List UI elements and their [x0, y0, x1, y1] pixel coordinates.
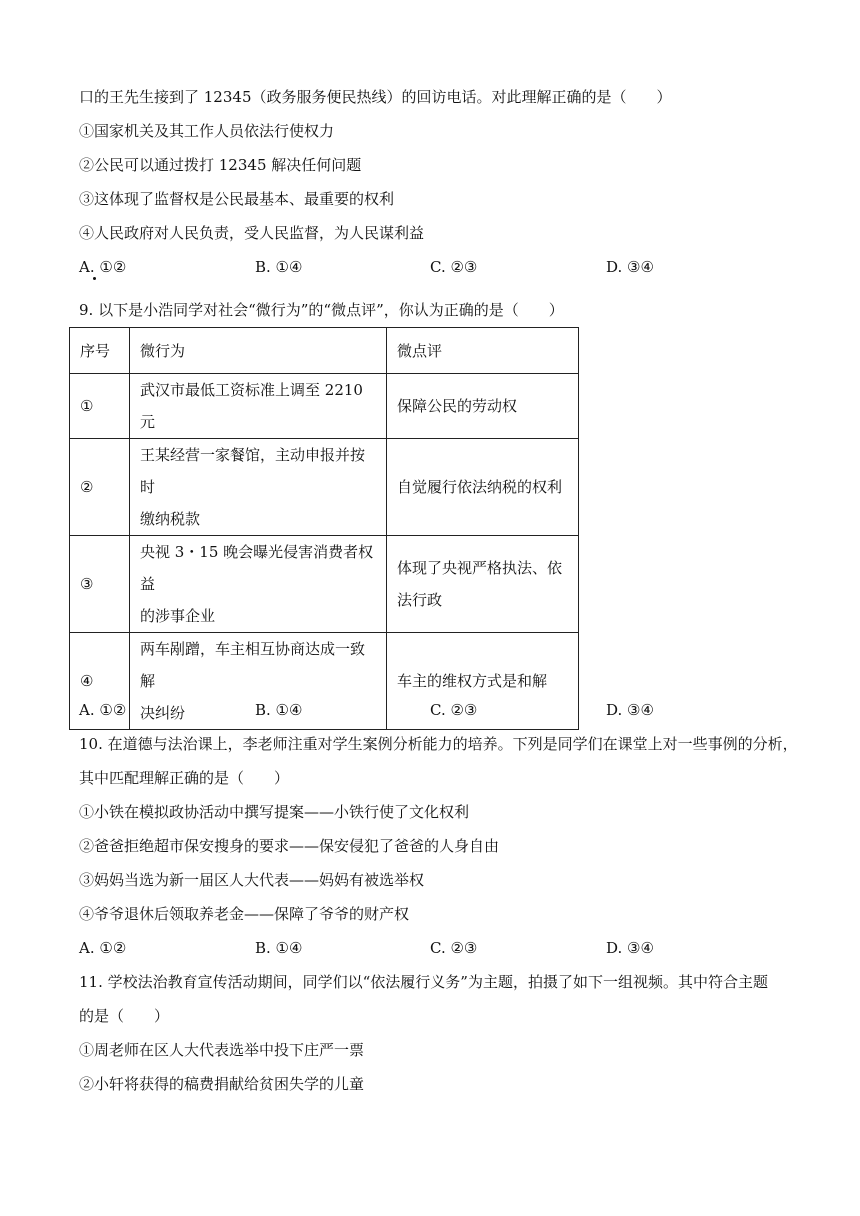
q8-option-c: C. ②③ [430, 258, 478, 276]
row-comment [387, 536, 579, 633]
q9-table [69, 327, 579, 730]
row-action [130, 439, 387, 536]
header-action: 微行为 [130, 328, 387, 374]
header-comment: 微点评 [387, 328, 579, 374]
row-no: ③ [70, 536, 130, 633]
row-action-line: 武汉市最低工资标准上调至 2210 元 [140, 381, 363, 431]
table-header-row [70, 328, 579, 374]
q8-options [79, 257, 779, 277]
q10-statement-1: ①小铁在模拟政协活动中撰写提案——小铁行使了文化权利 [79, 803, 470, 821]
q9-stem: 9. 以下是小浩同学对社会“微行为”的“微点评”，你认为正确的是（ ） [79, 301, 564, 319]
q11-stem-line-2: 的是（ ） [79, 1007, 170, 1025]
q9-option-b: B. ①④ [255, 701, 303, 719]
q10-stem-line-1: 10. 在道德与法治课上，李老师注重对学生案例分析能力的培养。下列是同学们在课堂上对一些事例的分析， [79, 735, 798, 753]
row-action-line: 王某经营一家餐馆，主动申报并按时 [140, 446, 366, 496]
q8-option-a: A. ①② [79, 258, 127, 276]
row-action [130, 374, 387, 439]
row-comment-line: 自觉履行依法纳税的权利 [397, 478, 563, 496]
table-row [70, 439, 579, 536]
q11-stem-line-1: 11. 学校法治教育宣传活动期间，同学们以“依法履行义务”为主题，拍摄了如下一组视频。其中符合主题 [79, 973, 768, 991]
q8-statement-3: ③这体现了监督权是公民最基本、最重要的权利 [79, 190, 395, 208]
q11-statement-2: ②小轩将获得的稿费捐献给贫困失学的儿童 [79, 1075, 365, 1093]
q10-option-d: D. ③④ [606, 939, 654, 957]
row-comment-line: 法行政 [397, 591, 443, 609]
q10-option-c: C. ②③ [430, 939, 478, 957]
row-no: ① [70, 374, 130, 439]
header-no: 序号 [70, 328, 130, 374]
q10-statement-3: ③妈妈当选为新一届区人大代表——妈妈有被选举权 [79, 871, 425, 889]
table-row [70, 374, 579, 439]
row-action-line: 两车剐蹭，车主相互协商达成一致解 [140, 640, 366, 690]
q11-statement-1: ①周老师在区人大代表选举中投下庄严一票 [79, 1041, 365, 1059]
row-comment-line: 保障公民的劳动权 [397, 397, 518, 415]
q10-options [79, 938, 779, 958]
row-comment-line: 体现了央视严格执法、依 [397, 559, 563, 577]
row-action-line: 央视 3・15 晚会曝光侵害消费者权益 [140, 543, 374, 593]
row-comment-line: 车主的维权方式是和解 [397, 672, 548, 690]
q10-stem-line-2: 其中匹配理解正确的是（ ） [79, 769, 290, 787]
row-action-line: 决纠纷 [140, 704, 186, 722]
q8-statement-1: ①国家机关及其工作人员依法行使权力 [79, 122, 335, 140]
row-action [130, 536, 387, 633]
q9-option-c: C. ②③ [430, 701, 478, 719]
row-action-line: 缴纳税款 [140, 510, 201, 528]
q10-statement-4: ④爷爷退休后领取养老金——保障了爷爷的财产权 [79, 905, 410, 923]
q8-stem-tail: 口的王先生接到了 12345（政务服务便民热线）的回访电话。对此理解正确的是（ ） [79, 88, 672, 106]
q9-option-a: A. ①② [79, 701, 127, 719]
q8-option-b: B. ①④ [255, 258, 303, 276]
q9-options [79, 700, 779, 720]
row-comment [387, 374, 579, 439]
stray-dot-mark [93, 277, 96, 280]
q8-statement-4: ④人民政府对人民负责，受人民监督，为人民谋利益 [79, 224, 425, 242]
q10-statement-2: ②爸爸拒绝超市保安搜身的要求——保安侵犯了爸爸的人身自由 [79, 837, 500, 855]
table-row [70, 536, 579, 633]
q10-option-a: A. ①② [79, 939, 127, 957]
row-comment [387, 439, 579, 536]
q8-option-d: D. ③④ [606, 258, 654, 276]
q9-option-d: D. ③④ [606, 701, 654, 719]
row-action-line: 的涉事企业 [140, 607, 216, 625]
q10-option-b: B. ①④ [255, 939, 303, 957]
row-no: ② [70, 439, 130, 536]
q8-statement-2: ②公民可以通过拨打 12345 解决任何问题 [79, 156, 362, 174]
row-no: ④ [70, 633, 130, 730]
